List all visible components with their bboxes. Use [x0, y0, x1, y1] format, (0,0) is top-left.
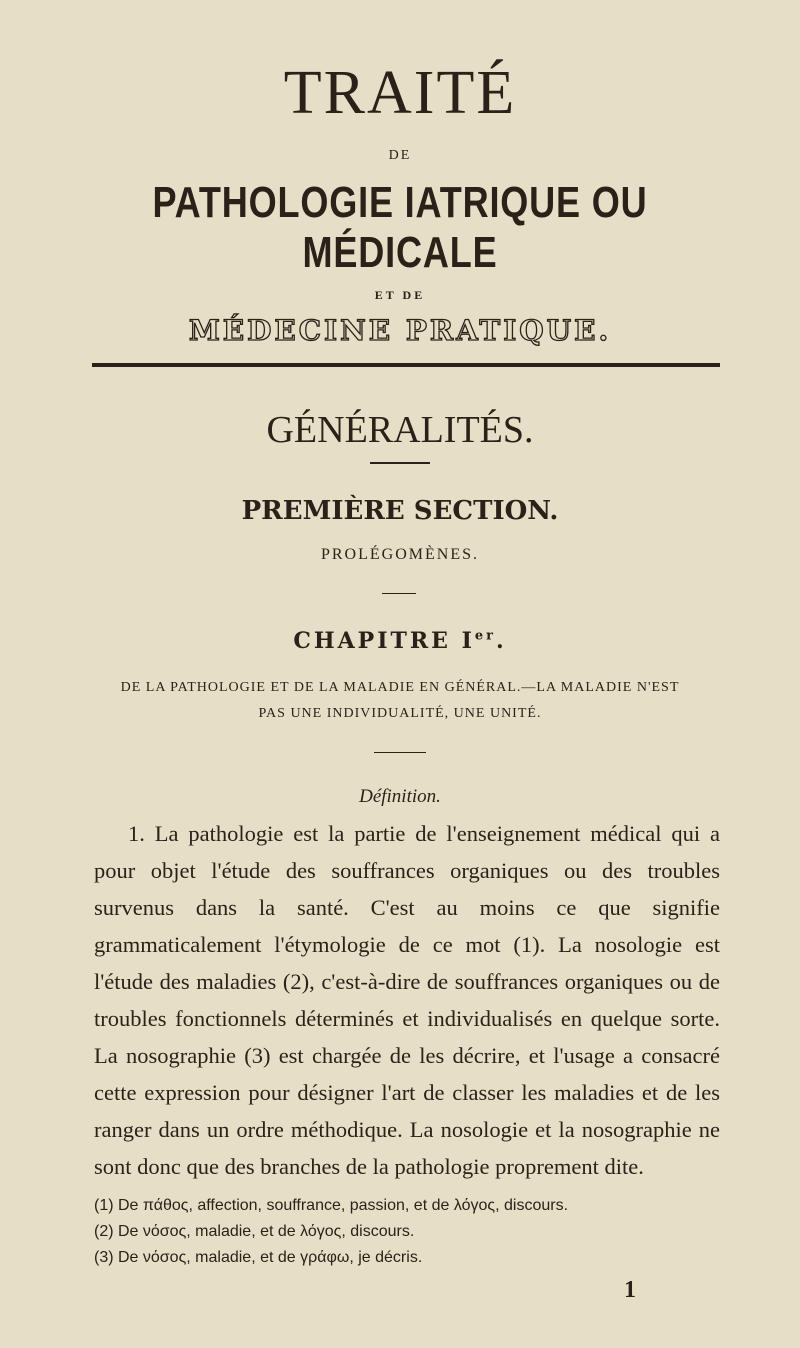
chapter-superscript: er [474, 628, 497, 644]
chapter-label: CHAPITRE I [293, 628, 475, 654]
paragraph: 1. La pathologie est la partie de l'enseignement médical qui a pour objet l'étude des souffrances organiques ou des troubles survenus dans la santé. C'est au moins ce que signifie grammaticalement l'étymologie de ce mot (1). La nosologie est l'étude des maladies (2), c'est-à-dire de souffrances organiques ou de troubles fonctionnels déterminés et individualisés en quelque sorte. La nosographie (3) est chargée de les décrire, et l'usage a consacré cette expression pour désigner l'art de classer les maladies et de les ranger dans un ordre méthodique. La nosologie et la nosographie ne sont donc que des branches de la pathologie proprement dite. [94, 821, 720, 1179]
part-heading: GÉNÉRALITÉS. [266, 409, 534, 451]
ornamental-subtitle: MÉDECINE PRATIQUE. [188, 314, 612, 347]
page-number: 1 [624, 1277, 636, 1303]
chapter-title-line-1: DE LA PATHOLOGIE ET DE LA MALADIE EN GÉNÉRAL.—LA MALADIE N'EST [120, 680, 680, 695]
divider [370, 462, 430, 464]
prolegomenes-heading: PROLÉGOMÈNES. [320, 546, 479, 563]
body-text [94, 815, 720, 1185]
book-subtitle: PATHOLOGIE IATRIQUE OU MÉDICALE [152, 178, 648, 277]
chapter-title-line-2: PAS UNE INDIVIDUALITÉ, UNE UNITÉ. [258, 706, 542, 721]
divider-rule [92, 363, 720, 367]
text-flow [94, 815, 720, 1305]
section-heading: PREMIÈRE SECTION. [241, 496, 559, 526]
subtitle-connector: ET DE [374, 288, 426, 302]
divider [374, 752, 426, 753]
footnotes [94, 1193, 720, 1271]
divider [382, 593, 416, 594]
footnote: (1) De πάθος, affection, souffrance, passion, et de λόγος, discours. [94, 1197, 569, 1214]
chapter-heading: CHAPITRE Ier. [293, 628, 507, 654]
footnote: (2) De νόσος, maladie, et de λόγος, discours. [94, 1223, 415, 1240]
definition-heading: Définition. [359, 786, 441, 807]
book-title: TRAITÉ [283, 59, 517, 127]
footnote: (3) De νόσος, maladie, et de γράφω, je décris. [94, 1249, 423, 1266]
title-connector: DE [388, 148, 412, 163]
